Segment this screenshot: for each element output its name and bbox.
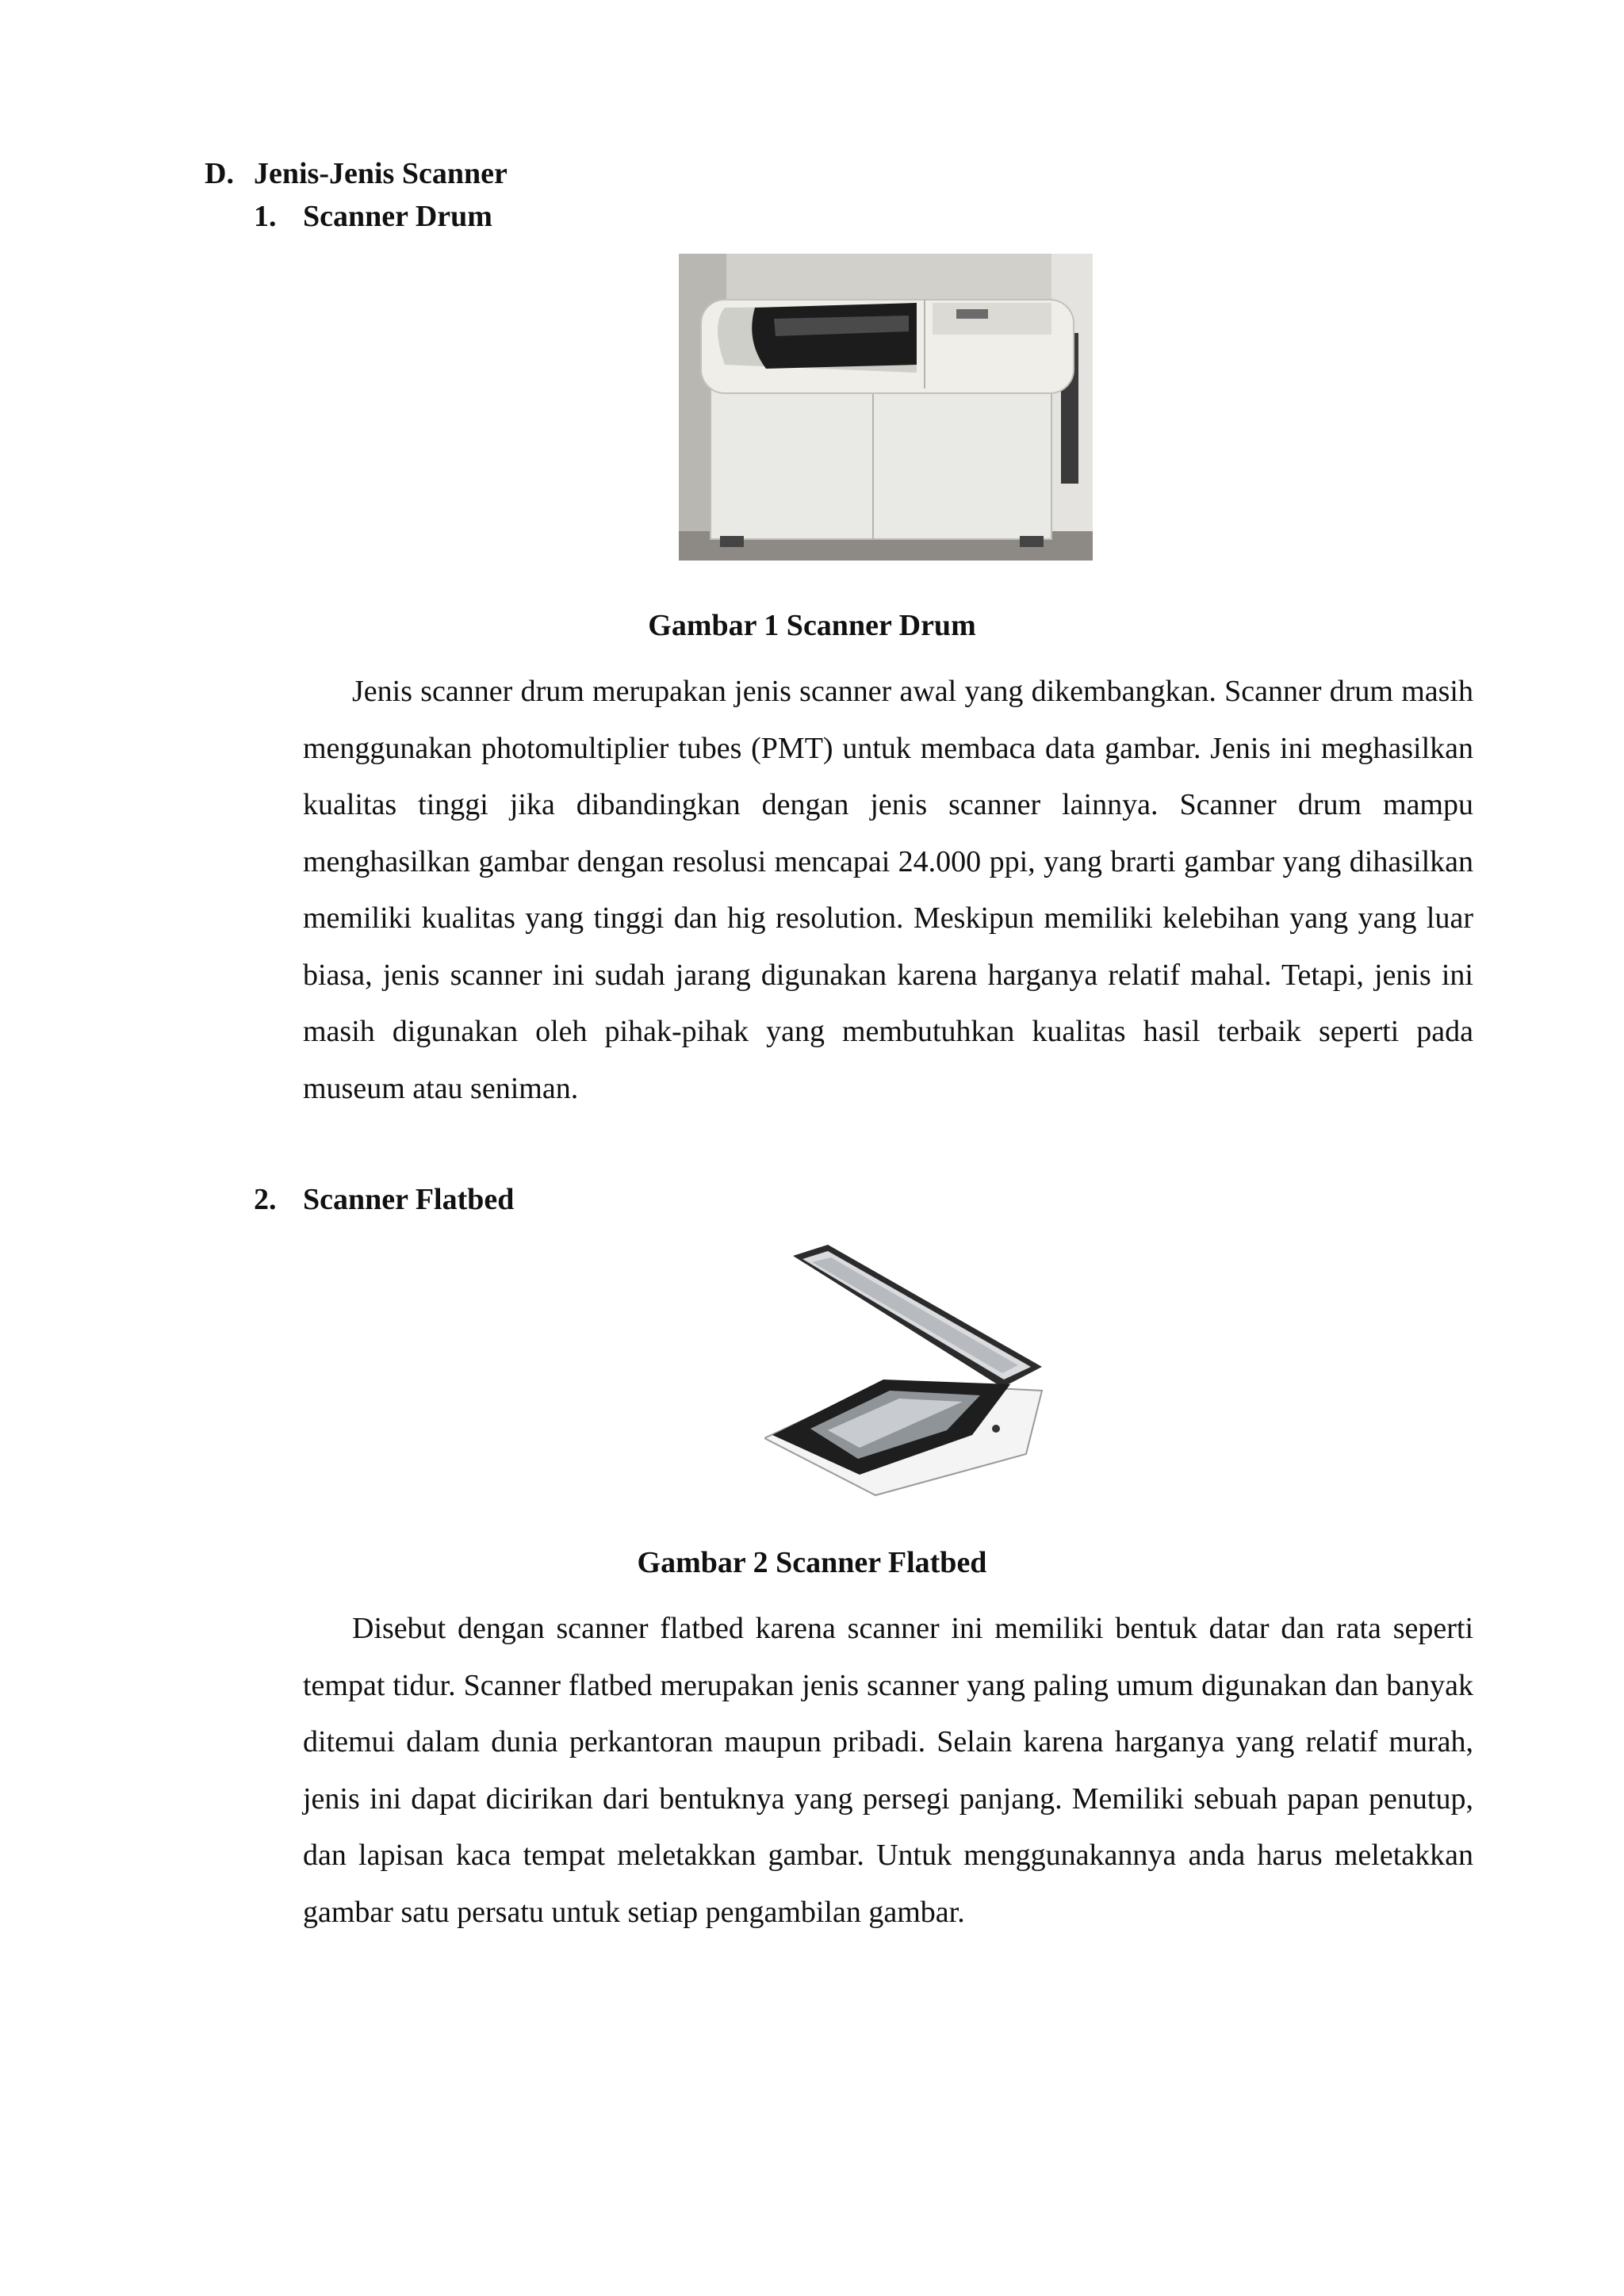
section-title: Jenis-Jenis Scanner <box>254 157 508 190</box>
figure-caption-drum: Gambar 1 Scanner Drum <box>648 609 976 642</box>
paragraph-drum: Jenis scanner drum merupakan jenis scanner awal yang dikembangkan. Scanner drum masih menggunakan photomultiplier tubes (PMT) untuk membaca data gambar. Jenis ini meghasilkan kualitas tinggi jika dibandingkan dengan jenis scanner lainnya. Scanner drum mampu menghasilkan gambar dengan resolusi mencapai 24.000 ppi, yang brarti gambar yang dihasilkan memiliki kualitas yang tinggi dan hig resolution. Meskipun memiliki kelebihan yang yang luar biasa, jenis scanner ini sudah jarang digunakan karena harganya relatif mahal. Tetapi, jenis ini masih digunakan oleh pihak-pihak yang membutuhkan kualitas hasil terbaik seperti pada museum atau seniman. <box>303 675 1473 1105</box>
figure-caption-flatbed: Gambar 2 Scanner Flatbed <box>637 1546 987 1579</box>
paragraph-flatbed: Disebut dengan scanner flatbed karena scanner ini memiliki bentuk datar dan rata seperti tempat tidur. Scanner flatbed merupakan jenis scanner yang paling umum digunakan dan banyak ditemui dalam dunia perkantoran maupun pribadi. Selain karena harganya yang relatif murah, jenis ini dapat dicirikan dari bentuknya yang persegi panjang. Memiliki sebuah papan penutup, dan lapisan kaca tempat meletakkan gambar. Untuk menggunakannya anda harus meletakkan gambar satu persatu untuk setiap pengambilan gambar. <box>303 1612 1473 1929</box>
item-number: 2. <box>254 1183 277 1216</box>
drum-scanner-photo <box>679 254 1093 561</box>
item-heading-drum <box>254 197 492 236</box>
item-heading-flatbed <box>254 1180 514 1219</box>
flatbed-scanner-photo <box>764 1240 1064 1498</box>
item-number: 1. <box>254 200 277 233</box>
item-title: Scanner Flatbed <box>303 1183 515 1216</box>
section-heading <box>205 154 508 193</box>
item-title: Scanner Drum <box>303 200 492 233</box>
section-letter: D. <box>205 157 234 190</box>
